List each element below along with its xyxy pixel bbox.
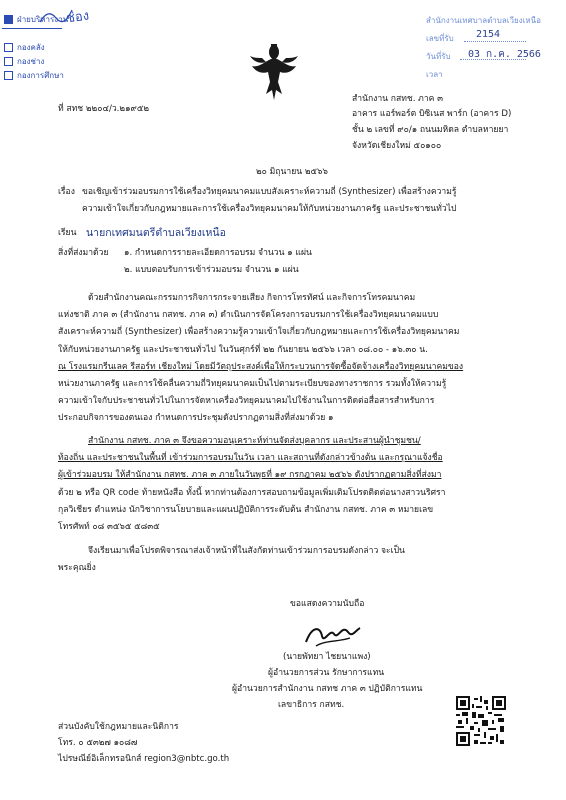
checkbox-icon [4, 57, 13, 66]
office-line-2: อาคาร แอร์พอร์ต บิซิเนส พาร์ก (อาคาร D) [352, 109, 512, 119]
paragraph-line: กุลวิเชียร ตำแหน่ง นักวิชาการนโยบายและแผนปฏิบัติการระดับต้น สำนักงาน กสทช. ภาค ๓ หมายเลข [58, 504, 434, 515]
paragraph-line: สังเคราะห์ความถี่ (Synthesizer) เพื่อสร้างความรู้ความเข้าใจเกี่ยวกับกฎหมายและการใช้เครื่องวิทยุคมนาคม [58, 327, 460, 338]
signatory-name: (นายพัทยา ไชยนาแพง) [283, 652, 371, 662]
qr-code-icon [456, 696, 506, 746]
office-line-4: จังหวัดเชียงใหม่ ๕๐๑๐๐ [352, 141, 442, 151]
stamp-item-education: กองการศึกษา [4, 70, 64, 81]
document-number: ที่ สทช ๒๒๐๔/ว.๒๑๙๕๒ [58, 104, 149, 114]
stamp-divider [2, 28, 62, 29]
recipient-value: นายกเทศมนตรีตำบลเวียงเหนือ [86, 227, 226, 239]
subject-label: เรื่อง [58, 187, 75, 197]
checkbox-icon [4, 43, 13, 52]
signatory-title: ผู้อำนวยการสำนักงาน กสทช ภาค ๓ ปฏิบัติการแทน [232, 684, 423, 694]
subject-line-2: ความเข้าใจเกี่ยวกับกฎหมายและการใช้เครื่องวิทยุคมนาคมให้กับหน่วยงานภาครัฐ และประชาชนทั่วไป [82, 204, 457, 214]
receipt-number: 2154 [476, 29, 501, 40]
office-line-1: สำนักงาน กสทช. ภาค ๓ [352, 94, 444, 104]
recipient-label: เรียน [58, 228, 77, 238]
signatory-title: เลขาธิการ กสทช. [278, 700, 345, 710]
stamp-handwriting: ช่อง [65, 8, 91, 27]
paragraph-line: จึงเรียนมาเพื่อโปรดพิจารณาส่งเจ้าหน้าที่ในสังกัดท่านเข้าร่วมการอบรมดังกล่าว จะเป็น [88, 546, 405, 556]
subject-line-1: ขอเชิญเข้าร่วมอบรมการใช้เครื่องวิทยุคมนาคมแบบสังเคราะห์ความถี่ (Synthesizer) เพื่อสร้างความรู้ [82, 187, 457, 197]
receipt-date: 03 ก.ค. 2566 [468, 49, 541, 60]
stamp-item-finance: กองคลัง [4, 42, 45, 53]
paragraph-line: พระคุณยิ่ง [58, 563, 96, 574]
paragraph-line: หน่วยงานภาครัฐ และการใช้คลื่นความถี่วิทยุคมนาคมเป็นไปตามระเบียบของทางราชการ รวมทั้งให้ความรู้ [58, 378, 447, 389]
scribble-icon [38, 4, 78, 26]
paragraph-line: ประกอบกิจการของตนเอง กำหนดการประชุมดังปรากฏตามสิ่งที่ส่งมาด้วย ๑ [58, 413, 334, 424]
paragraph-3 [58, 543, 528, 577]
garuda-emblem-icon [246, 42, 302, 104]
stamp-item-engineering: กองช่าง [4, 56, 44, 67]
footer-phone: โทร. ๐ ๕๓๒๗ ๑๐๘๗ [58, 738, 138, 748]
paragraph-1 [58, 290, 528, 428]
paragraph-line: ให้กับหน่วยงานภาครัฐ และประชาชนทั่วไป ในวันศุกร์ที่ ๒๒ กันยายน ๒๕๖๖ เวลา ๐๘.๐๐ - ๑๖.๓๐ น. [58, 344, 428, 355]
paragraph-line: แห่งชาติ ภาค ๓ (สำนักงาน กสทช. ภาค ๓) ดำเนินการจัดโครงการอบรมการใช้เครื่องวิทยุคมนาคมแบบ [58, 310, 439, 321]
footer-email: ไปรษณีย์อิเล็กทรอนิกส์ region3@nbtc.go.th [58, 754, 230, 764]
checkbox-icon [4, 71, 13, 80]
paragraph-line: ด้วย ๒ หรือ QR code ท้ายหนังสือ ทั้งนี้ หากท่านต้องการสอบถามข้อมูลเพิ่มเติมโปรดติดต่อนางสาวนริศรา [58, 487, 446, 498]
enclosure-item: ๒. แบบตอบรับการเข้าร่วมอบรม จำนวน ๑ แผ่น [124, 265, 299, 275]
closing: ขอแสดงความนับถือ [290, 599, 365, 609]
signature-icon [302, 620, 362, 650]
signatory-title: ผู้อำนวยการส่วน รักษาการแทน [268, 668, 385, 678]
paragraph-line: สำนักงาน กสทช. ภาค ๓ จึงขอความอนุเคราะห์ท่านจัดส่งบุคลากร และประสานผู้นำชุมชน/ [88, 436, 421, 446]
paragraph-line: โทรศัพท์ ๐๘ ๓๕๖๕ ๕๘๓๕ [58, 521, 160, 532]
stamp-item-admin: ฝ่ายบริหารงาน [4, 14, 68, 25]
paragraph-2 [58, 433, 528, 536]
paragraph-line: ณ โรงแรมกรีนเลค รีสอร์ท เชียงใหม่ โดยมีวัตถุประสงค์เพื่อให้กระบวนการจัดซื้อจัดจ้างเครื่องวิทยุคมนาคมของ [58, 361, 464, 372]
paragraph-line: ความเข้าใจกับประชาชนทั่วไปในการจัดหาเครื่องวิทยุคมนาคมไปใช้งานในการติดต่อสื่อสารสำหรับการ [58, 396, 435, 407]
paragraph-line: ท้องถิ่น และประชาชนในพื้นที่ เข้าร่วมการอบรมในวัน เวลา และสถานที่ดังกล่าวข้างต้น และกรุณาแจ้งชื่อ [58, 453, 443, 464]
paragraph-line: ผู้เข้าร่วมอบรม ให้สำนักงาน กสทช. ภาค ๓ ภายในวันพุธที่ ๑๙ กรกฎาคม ๒๕๖๖ ดังปรากฏตามสิ่งที่ส่งมา [58, 470, 442, 481]
distribution-stamp [0, 4, 91, 80]
office-line-3: ชั้น ๒ เลขที่ ๙๐/๑ ถนนมหิดล ตำบลหายยา [352, 125, 509, 135]
footer-department: ส่วนบังคับใช้กฎหมายและนิติการ [58, 722, 179, 732]
receipt-stamp: สำนักงานเทศบาลตำบลเวียงเหนือ เลขที่รับ 2154 วันที่รับ 03 ก.ค. 2566 เวลา [426, 16, 541, 79]
enclosure-label: สิ่งที่ส่งมาด้วย [58, 248, 109, 258]
paragraph-line: ด้วยสำนักงานคณะกรรมการกิจการกระจายเสียง กิจการโทรทัศน์ และกิจการโทรคมนาคม [88, 293, 416, 303]
checkbox-checked-icon [4, 15, 13, 24]
enclosure-item: ๑. กำหนดการรายละเอียดการอบรม จำนวน ๑ แผ่น [124, 248, 312, 258]
document-date: ๒๐ มิถุนายน ๒๕๖๖ [256, 167, 328, 177]
